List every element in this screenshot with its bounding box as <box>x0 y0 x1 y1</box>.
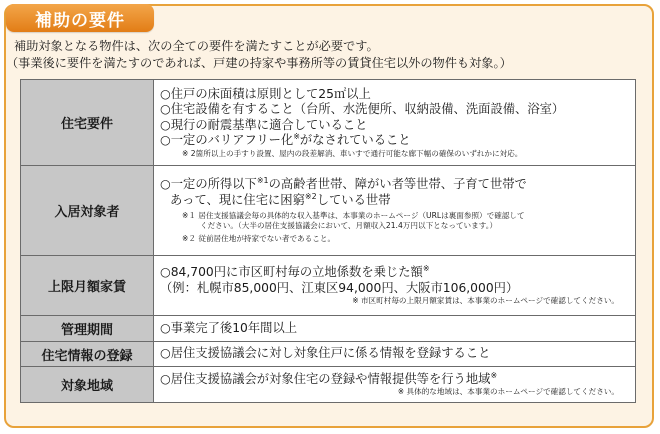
requirement-text: ○84,700円に市区町村毎の立地係数を乗じた額 <box>160 265 423 279</box>
requirement-line <box>160 265 629 281</box>
requirement-text: あって、現に住宅に困窮 <box>170 192 305 207</box>
table-row <box>21 256 636 316</box>
row-header: 入居対象者 <box>21 166 154 256</box>
row-header: 上限月額家賃 <box>21 256 154 316</box>
requirement-line: ○住宅設備を有すること（台所、水洗便所、収納設備、洗面設備、浴室） <box>160 102 565 116</box>
row-content <box>154 342 636 367</box>
row-header: 住宅情報の登録 <box>21 342 154 367</box>
table-row <box>21 367 636 403</box>
requirement-text: ○一定のバリアフリー化 <box>160 133 294 147</box>
requirement-line <box>170 193 629 209</box>
table-row <box>21 316 636 342</box>
footnote-mark: ※ <box>490 370 498 380</box>
row-content <box>154 316 636 342</box>
requirement-line <box>160 372 629 388</box>
footnote: ※２ 従前居住地が持家でない者であること。 <box>182 234 336 243</box>
requirement-line <box>160 133 629 149</box>
requirement-text: の高齢者世帯、障がい者等世帯、子育て世帯で <box>268 177 527 191</box>
row-header: 管理期間 <box>21 316 154 342</box>
requirement-line: ○居住支援協議会に対し対象住戸に係る情報を登録すること <box>160 346 491 361</box>
requirement-line: ○事業完了後10年間以上 <box>160 320 298 335</box>
footnote: ※ 2箇所以上の手すり設置、屋内の段差解消、車いすで通行可能な廊下幅の確保のいずれかに対応。 <box>182 148 523 158</box>
intro-line-2: （事業後に要件を満たすのであれば、戸建の持家や事務所等の賃貸住宅以外の物件も対象。） <box>6 56 512 70</box>
footnote: ※１ 居住支援協議会毎の具体的な収入基準は、本事業のホームページ（URLは裏面参照）で確認して <box>182 211 525 220</box>
requirement-text: ○一定の所得以下 <box>160 177 257 191</box>
table-row <box>21 342 636 367</box>
intro-line-1: 補助対象となる物件は、次の全ての要件を満たすことが必要です。 <box>14 39 379 53</box>
table-row <box>21 166 636 256</box>
row-content <box>154 166 636 256</box>
row-header: 住宅要件 <box>21 80 154 166</box>
row-content <box>154 80 636 166</box>
footnote: ※ 具体的な地域は、本事業のホームページで確認してください。 <box>397 387 619 397</box>
requirement-text: がなされていること <box>299 133 411 147</box>
footnote: ※ 市区町村毎の上限月額家賃は、本事業のホームページで確認してください。 <box>352 296 619 305</box>
requirement-line: （例：札幌市85,000円、江東区94,000円、大阪市106,000円） <box>160 280 519 295</box>
row-header: 対象地域 <box>21 367 154 403</box>
intro-text <box>6 38 646 72</box>
requirement-line: ○住戸の床面積は原則として25㎡以上 <box>160 86 371 101</box>
row-content <box>154 256 636 316</box>
footnote-mark: ※1 <box>256 175 269 185</box>
table-row <box>21 80 636 166</box>
requirement-line <box>160 177 629 193</box>
footnote-mark: ※ <box>422 263 430 273</box>
footnote-mark: ※2 <box>304 191 317 201</box>
requirement-line: ○現行の耐震基準に適合していること <box>160 117 368 132</box>
requirement-text: している世帯 <box>316 192 391 207</box>
section-title: 補助の要件 <box>6 4 154 32</box>
footnote-mark: ※ <box>293 131 300 141</box>
footnote: ください。（大半の居住支援協議会において、月額収入21.4万円以下となっています。） <box>200 221 498 230</box>
requirements-table <box>20 79 636 403</box>
row-content <box>154 367 636 403</box>
requirement-text: ○居住支援協議会が対象住宅の登録や情報提供等を行う地域 <box>160 371 491 386</box>
